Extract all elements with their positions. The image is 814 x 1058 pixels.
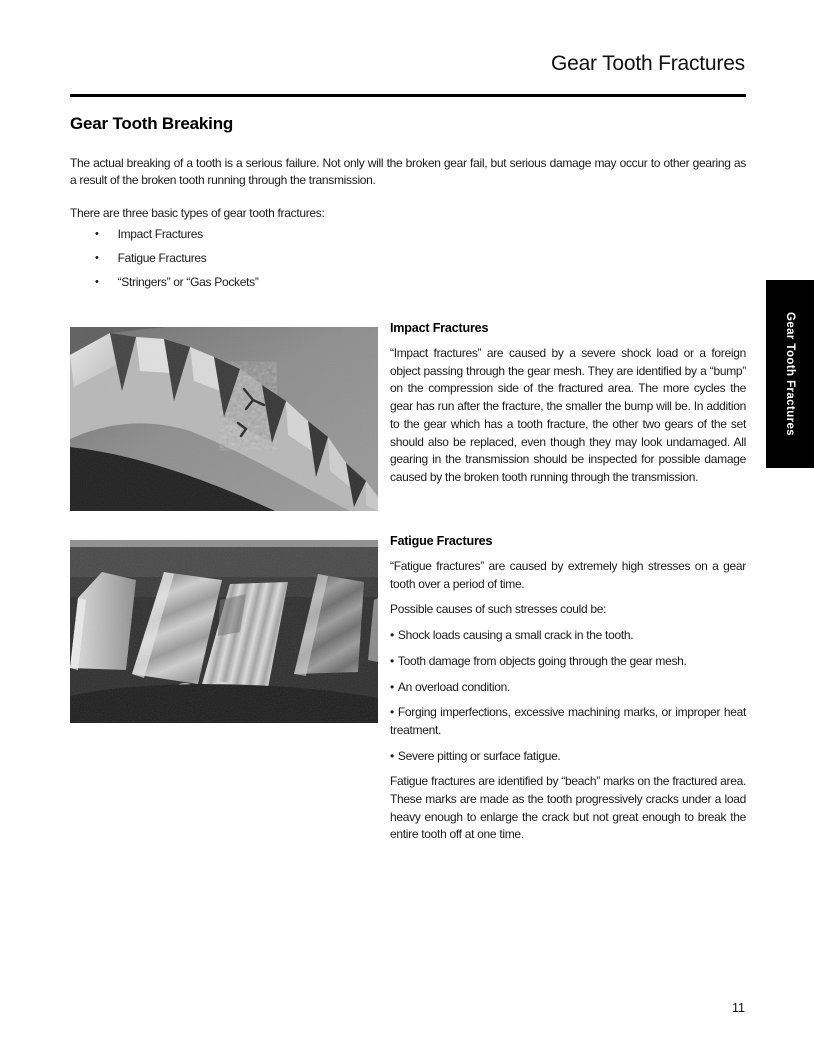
impact-heading: Impact Fractures xyxy=(390,321,489,335)
cause-text: An overload condition. xyxy=(397,679,511,694)
list-item-label: “Stringers” or “Gas Pockets” xyxy=(117,275,259,289)
bullet-icon: • xyxy=(390,628,394,643)
fatigue-body-2: Fatigue fractures are identified by “beach” marks on the fractured area. These marks are made as the tooth progressively cracks under a load heavy enough to enlarge the crack but not great enough to break the entire tooth off at one time. xyxy=(390,774,746,842)
fatigue-cause-item xyxy=(390,679,746,697)
section-heading: Gear Tooth Breaking xyxy=(70,114,234,133)
fatigue-body-1: “Fatigue fractures” are caused by extremely high stresses on a gear tooth over a period of time. xyxy=(390,559,746,591)
bullet-icon: • xyxy=(95,276,99,288)
impact-fracture-photo xyxy=(70,327,378,511)
bullet-icon: • xyxy=(390,748,394,763)
chapter-side-tab-label: Gear Tooth Fractures xyxy=(784,311,796,437)
fatigue-fracture-photo xyxy=(70,540,378,723)
impact-body: “Impact fractures” are caused by a severe shock load or a foreign object passing through the gear mesh. They are identified by a “bump” on the compression side of the fractured area. The more cycles the gear has run after the fracture, the smaller the bump will be. In addition to the gear which has a tooth fracture, the other two gears of the set should also be replaced, even though they may look undamaged. All gearing in the transmission should be inspected for possible damage caused by the broken tooth running through the transmission. xyxy=(390,346,746,484)
fatigue-causes-intro: Possible causes of such stresses could be: xyxy=(390,602,607,617)
fatigue-cause-item xyxy=(390,627,746,645)
bullet-icon: • xyxy=(390,705,394,720)
fatigue-heading: Fatigue Fractures xyxy=(390,534,493,548)
intro-paragraph: The actual breaking of a tooth is a serious failure. Not only will the broken gear fail, but serious damage may occur to other gearing as a result of the broken tooth running through the transmission. xyxy=(70,156,746,187)
cause-text: Tooth damage from objects going through the gear mesh. xyxy=(397,653,687,668)
running-header-title: Gear Tooth Fractures xyxy=(550,52,745,75)
fatigue-cause-item xyxy=(390,653,746,671)
header-rule xyxy=(70,94,746,97)
list-item xyxy=(95,276,259,289)
bullet-icon: • xyxy=(95,252,99,264)
cause-text: Forging imperfections, excessive machining marks, or improper heat treatment. xyxy=(390,705,746,737)
list-item xyxy=(95,252,259,265)
page-number: 11 xyxy=(732,1001,745,1015)
list-item-label: Fatigue Fractures xyxy=(117,251,207,265)
cause-text: Severe pitting or surface fatigue. xyxy=(397,748,561,763)
bullet-icon: • xyxy=(95,228,99,240)
bullet-icon: • xyxy=(390,653,394,668)
impact-section xyxy=(390,321,746,495)
bullet-icon: • xyxy=(390,679,394,694)
cause-text: Shock loads causing a small crack in the tooth. xyxy=(397,628,634,643)
chapter-side-tab xyxy=(766,280,814,468)
list-item-label: Impact Fractures xyxy=(117,227,203,241)
fatigue-cause-item xyxy=(390,704,746,739)
fatigue-cause-item xyxy=(390,748,746,766)
types-intro: There are three basic types of gear tooth fractures: xyxy=(70,206,325,220)
list-item xyxy=(95,228,259,241)
fatigue-section xyxy=(390,534,746,852)
fracture-types-list xyxy=(95,228,259,300)
